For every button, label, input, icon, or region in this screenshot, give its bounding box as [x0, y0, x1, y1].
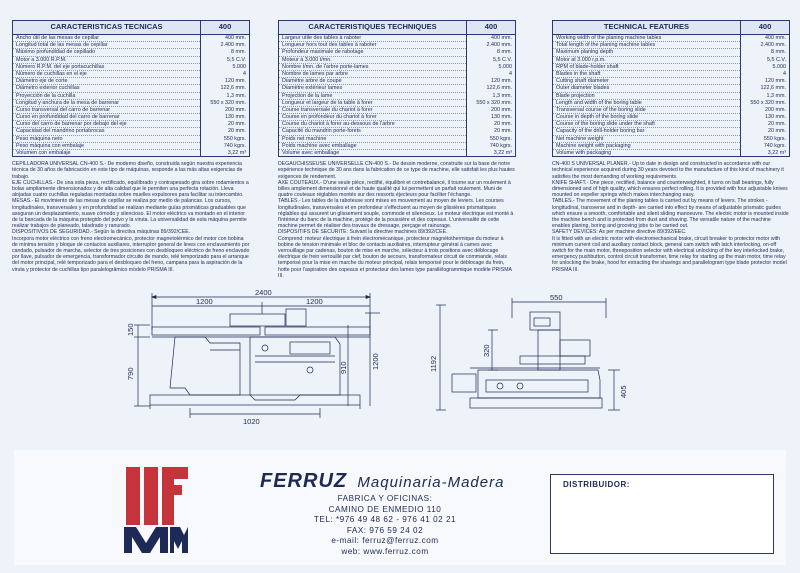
- description-paragraph: TABLES.- The movement of the planing tables is carried out by means of levers. The strokes -longitudinal, transverse and in depth- are carried into effect by means of adjustable prismatic guides which ensure a smooth, comfortable and silent sliding manoeuvre. The electric motor is mounted inside the machine bench and is protected from dust and shaving. The versatile nature of the machine enables planing, boring and grooving jobs to be carried out.: [552, 198, 789, 230]
- dim-side-height: 1192: [429, 355, 438, 372]
- dim-side-depth: 550: [550, 293, 563, 302]
- spec-label: Course in depth of the boring slide: [553, 114, 741, 121]
- brand-name: [260, 470, 504, 493]
- spec-row: [553, 135, 790, 142]
- spanish-spec-table: [12, 20, 250, 157]
- contact-email: e-mail: ferruz@ferruz.com: [331, 536, 439, 546]
- spec-label: Profondeur maximale de rabotage: [279, 49, 467, 56]
- spec-label: Cutting shaft diameter: [553, 78, 741, 85]
- spec-label: Course du chariot à forer au-dessous de l'arbre: [279, 121, 467, 128]
- description-paragraph: DISPOSITIVOS DE SEGURIDAD.- Según la directiva máquinas 89/392/CEE.: [12, 229, 191, 236]
- spec-value: 20 mm.: [467, 128, 516, 135]
- spec-label: Ancho útil de las mesas de cepillar: [13, 35, 201, 42]
- spec-value: 740 kgrs.: [741, 142, 790, 149]
- description-paragraph: SAFETY DEVICES: As per machine directive 89/392/EEC.: [552, 229, 687, 236]
- spec-row: [13, 99, 250, 106]
- dim-height-top: 790: [126, 367, 135, 380]
- spec-value: 550 kgrs.: [467, 135, 516, 142]
- spec-label: Motor at 3.000 r.p.m.: [553, 56, 741, 63]
- contact-fax: FAX: 976 59 24 02: [346, 525, 424, 535]
- spec-label: RPM of blade-holder shaft: [553, 63, 741, 70]
- spec-value: 120 mm.: [741, 78, 790, 85]
- spec-row: [553, 92, 790, 99]
- spec-row: [13, 35, 250, 42]
- spec-label: Volume with packaging: [553, 150, 741, 157]
- spec-value: 8 mm.: [467, 49, 516, 56]
- spec-label: Maximum planing depth: [553, 49, 741, 56]
- front-view-drawing: [134, 293, 380, 418]
- spec-row: [279, 70, 516, 77]
- spec-label: Diamètre extérieur lames: [279, 85, 467, 92]
- dim-base-width: 1020: [243, 417, 260, 426]
- spec-value: 20 mm.: [201, 128, 250, 135]
- spec-value: 130 mm.: [467, 114, 516, 121]
- spec-value: 200 mm.: [201, 106, 250, 113]
- dim-working-height: 910: [339, 361, 348, 374]
- spec-row: [279, 63, 516, 70]
- spec-row: [553, 106, 790, 113]
- description-paragraph: KNIFE SHAFT.- One piece, rectified, balance and counterweighted, it turns on ball bearings, fully dimensioned and of high quality, which ensures perfect rolling. It is provided with four adjustable knives mounted on expeller springs which makes interchanging easy.: [552, 179, 788, 199]
- spec-row: [279, 150, 516, 157]
- spec-label: Máximo profundidad de cepillado: [13, 49, 201, 56]
- english-spec-table: [552, 20, 790, 157]
- spec-value: 3,22 m³: [201, 150, 250, 157]
- description-paragraph: It is fitted with an electric motor with electromechanical brake, circuit breaker to protector motor with minimum current coil and auxiliary contact block, general cam switch with latch interlocking, on-off switch for the main motor, threeposition selector with electrical unlocking of the key interlocked brake, emergency pushbutton, control circuit transformer, time relay for starting up the main motor, time relay for unlocking the brake, hood for extracting the shavings and parallelogram type blade protector model PRISMA III.: [552, 235, 787, 273]
- contact-heading: FABRICA Y OFICINAS:: [337, 494, 433, 503]
- spec-row: [553, 114, 790, 121]
- spec-value: 20 mm.: [741, 121, 790, 128]
- spec-row: [279, 35, 516, 42]
- spec-row: [279, 56, 516, 63]
- spec-value: 550 x 320 mm.: [201, 99, 250, 106]
- dim-left-table: 1200: [196, 297, 213, 306]
- french-spec-table: [278, 20, 516, 157]
- spec-label: Peso máquina neto: [13, 135, 201, 142]
- spec-value: 20 mm.: [467, 121, 516, 128]
- spec-row: [553, 63, 790, 70]
- spec-row: [553, 142, 790, 149]
- spec-label: Nombre t/mn. de l'arbre porte-lames: [279, 63, 467, 70]
- spec-label: Blade projection: [553, 92, 741, 99]
- french-description: [278, 161, 516, 279]
- spec-row: [279, 92, 516, 99]
- description-paragraph: MESAS.- El movimiento de las mesas de cepillar se realiza por medio de palancas. Los cursos, longitudinales, transversales y en profundidad se realizan mediante guías prismáticas graduables que aseguran un desplazamiento, suave cómodo y silencioso. El motor eléctrico va montado en el interior de la bancada de la máquina protegido del polvo y la viruta. La universalidad de esta máquina permite realizar trabajos de planeado, taladrado y ranurado.: [12, 198, 247, 230]
- spec-label: Course en profondeur du chariot à forer: [279, 114, 467, 121]
- spec-row: [13, 128, 250, 135]
- side-view-drawing: [436, 298, 620, 410]
- description-paragraph: CN-400 S UNIVERSAL PLANER.- Up to date in design and constructed in accordance with our technical experience acquired during 30 years devoted to the manufacture of this kind of machinery it satisfies the most demanding of working requirements.: [552, 161, 784, 180]
- spec-label: Course of the boring slide under the shaft: [553, 121, 741, 128]
- description-paragraph: DISPOSITIFS DE SECURITE: Suivant la directive machines 89/392/CEE.: [278, 229, 448, 236]
- spec-value: 8 mm.: [741, 49, 790, 56]
- spec-label: Outer diameter blades: [553, 85, 741, 92]
- spec-row: [279, 114, 516, 121]
- spec-value: 400 mm.: [467, 35, 516, 42]
- spec-value: 130 mm.: [201, 114, 250, 121]
- spec-label: Blades in the shaft: [553, 70, 741, 77]
- spec-row: [553, 78, 790, 85]
- spec-row: [13, 114, 250, 121]
- spec-value: 200 mm.: [467, 106, 516, 113]
- spec-label: Peso máquina con embalaje: [13, 142, 201, 149]
- spec-value: 740 kgrs.: [201, 142, 250, 149]
- spec-row: [279, 99, 516, 106]
- spec-label: Poids machine avec emballage: [279, 142, 467, 149]
- spec-label: Capacidad del mandrino portabrocas: [13, 128, 201, 135]
- spec-label: Curso en profundidad del carro de barrenar: [13, 114, 201, 121]
- spec-value: 8 mm.: [201, 49, 250, 56]
- spec-label: Working width of the planing machine tables: [553, 35, 741, 42]
- dim-side-bottom: 405: [619, 385, 628, 398]
- dim-side-offset: 320: [482, 344, 491, 357]
- description-paragraph: Incorpora motor eléctrico con freno electromecánico, protector magnetotérmico del motor con bobina de mínima tensión y bloque de contactos auxiliares, interruptor general de leves con enclavamiento por candado, pulsador de marcha, selector de tres posiciones con desbloqueo eléctrico de freno enclavado por llave, pulsador de emergencia, transformador circuito de mando, relé temporizado para el arranque del motor principal, relé temporizado para el desbloqueo del freno, campana para la aspiración de la viruta y protector de cuchillas tipo paralelogrâmico modelo PRISMA III.: [12, 235, 250, 273]
- spanish-model: 400: [201, 21, 250, 35]
- spec-row: [279, 85, 516, 92]
- spec-value: 550 kgrs.: [201, 135, 250, 142]
- contact-address: CAMINO DE ENMEDIO 110: [328, 504, 442, 514]
- spec-row: [279, 42, 516, 49]
- spec-label: Longueur et largeur de la table à forer: [279, 99, 467, 106]
- spec-label: Transversal course of the boring slide: [553, 106, 741, 113]
- spec-value: 122,6 mm.: [201, 85, 250, 92]
- description-paragraph: AXE COUTEAUX.- D'une seule pièce, rectifié, équilibré et contrebalancé, il tourne sur un roulement à billes amplement dimensionné et de haute qualité qui lui permettent un parfait roulement. Muni de quatre couteaux réglables montés sur des ressorts éjecteurs pour faciliter l'échange.: [278, 179, 511, 199]
- spec-value: 400 mm.: [741, 35, 790, 42]
- spanish-table-title: CARACTERISTICAS TECNICAS: [13, 21, 201, 35]
- spec-label: Diámetro eje de corte: [13, 78, 201, 85]
- dim-table-height: 150: [126, 323, 135, 336]
- spec-row: [13, 121, 250, 128]
- spec-row: [13, 42, 250, 49]
- technical-drawings: [0, 285, 800, 450]
- spec-label: Nombre de lames par arbre: [279, 70, 467, 77]
- spec-row: [279, 128, 516, 135]
- french-table-title: CARACTERISTIQUES TECHNIQUES: [279, 21, 467, 35]
- spec-label: Volumen con embalaje: [13, 150, 201, 157]
- spec-value: 3,22 m³: [741, 150, 790, 157]
- ferruz-logo: [122, 463, 190, 555]
- spec-row: [13, 56, 250, 63]
- spanish-description: [12, 161, 250, 273]
- spec-value: 2.400 mm.: [741, 42, 790, 49]
- english-description: [552, 161, 790, 273]
- spec-row: [553, 128, 790, 135]
- spec-row: [279, 49, 516, 56]
- spec-label: Capacity of the drill-holder boring bar: [553, 128, 741, 135]
- english-column: [552, 20, 790, 273]
- contact-web: web: www.ferruz.com: [341, 546, 429, 556]
- spec-value: 200 mm.: [741, 106, 790, 113]
- spec-row: [553, 99, 790, 106]
- spec-label: Curso del carro de barrenar por debajo del eje: [13, 121, 201, 128]
- contact-phone: TEL: *976 49 48 62 - 976 41 02 21: [313, 515, 457, 525]
- spec-row: [553, 121, 790, 128]
- spec-value: 3,22 m³: [467, 150, 516, 157]
- spec-value: 120 mm.: [201, 78, 250, 85]
- spec-value: 5.000: [467, 63, 516, 70]
- description-paragraph: EJE CUCHILLAS.- De una sola pieza, rectificado, equilibrado y contrapesado gira sobre rodamientos a bolas ampliamente dimensionados y de alta calidad que le permiten una perfecta rotación. Lleva alojadas cuatro cuchillas reguladas montadas sobre muelles expulsores para facilitar su intercambio.: [12, 179, 249, 199]
- spec-label: Machine weight with packaging: [553, 142, 741, 149]
- spec-value: 122,6 mm.: [741, 85, 790, 92]
- spec-label: Largeur utile des tables à raboter: [279, 35, 467, 42]
- dim-total-height: 1200: [371, 353, 380, 370]
- spec-row: [279, 106, 516, 113]
- spec-label: Course transversale du chariot à forer: [279, 106, 467, 113]
- spec-value: 1,3 mm.: [741, 92, 790, 99]
- spec-label: Volume avec emballage: [279, 150, 467, 157]
- spec-label: Motor a 3.000 R.P.M.: [13, 56, 201, 63]
- spec-row: [553, 70, 790, 77]
- spec-value: 20 mm.: [741, 128, 790, 135]
- spec-row: [13, 142, 250, 149]
- spec-row: [553, 85, 790, 92]
- spec-value: 5,5 C.V.: [467, 56, 516, 63]
- spec-value: 4: [467, 70, 516, 77]
- spec-value: 20 mm.: [201, 121, 250, 128]
- spec-row: [13, 150, 250, 157]
- spec-row: [13, 63, 250, 70]
- spec-row: [553, 150, 790, 157]
- spec-row: [553, 42, 790, 49]
- spec-row: [13, 92, 250, 99]
- spec-label: Longitud total de las mesas de cepillar: [13, 42, 201, 49]
- spec-value: 1,3 mm.: [201, 92, 250, 99]
- spec-value: 550 kgrs.: [741, 135, 790, 142]
- spec-value: 5,5 C.V.: [741, 56, 790, 63]
- spec-row: [13, 135, 250, 142]
- spanish-column: [12, 20, 250, 273]
- spec-value: 4: [201, 70, 250, 77]
- dim-right-table: 1200: [306, 297, 323, 306]
- dim-total-length: 2400: [255, 288, 272, 297]
- french-column: [278, 20, 516, 279]
- spec-value: 130 mm.: [741, 114, 790, 121]
- spec-row: [553, 56, 790, 63]
- distributor-label: DISTRIBUIDOR:: [563, 480, 630, 489]
- spec-label: Diámetro exterior cuchillas: [13, 85, 201, 92]
- brand-subtitle: Maquinaria-Madera: [357, 474, 505, 491]
- description-paragraph: DEGAUCHISSEUSE UNIVERSELLE CN-400 S.- De dessin moderne, construite sur la base de notre expérience technique de 30 ans dans la fabrication de ce type de machine, elle satisfait les plus hautes exigences de rendement.: [278, 161, 515, 180]
- spec-label: Length and width of the boring table: [553, 99, 741, 106]
- spec-value: 4: [741, 70, 790, 77]
- spec-value: 5.000: [741, 63, 790, 70]
- spec-label: Net machine weight: [553, 135, 741, 142]
- spec-label: Diamètre arbre de coupe: [279, 78, 467, 85]
- spec-value: 5,5 C.V.: [201, 56, 250, 63]
- spec-label: Curso transversal del carro de barrenar: [13, 106, 201, 113]
- spec-row: [279, 121, 516, 128]
- description-paragraph: Comprend: moteur électrique à frein électromécanique, protecteur magnétothermique du moteur à bobine de tension minimale et bloc de contacts auxiliaires, interrupteur général à cames avec verrouillage par cadenas, bouton de mise en marche, sélecteur à trois positions avec déblocage électrique de frein verrouillé par clef, bouton de secours, transformateur circuit de commande, relais temporisé pour la mise en marche du moteur principal, relais temporisé pour le déblocage du frein, hotte pour l'aspiration des copeaux et protecteur des lames type parallélogrammique modèle PRISMA III.: [278, 235, 512, 279]
- spec-row: [279, 78, 516, 85]
- spec-row: [13, 49, 250, 56]
- spec-label: Número de cuchillas en el eje: [13, 70, 201, 77]
- spec-value: 550 x 320 mm.: [741, 99, 790, 106]
- spec-row: [279, 142, 516, 149]
- spec-row: [279, 135, 516, 142]
- english-model: 400: [741, 21, 790, 35]
- spec-label: Longueur hors tout des tables à raboter: [279, 42, 467, 49]
- spec-label: Projection de la lame: [279, 92, 467, 99]
- side-view-dimensions: [429, 293, 628, 398]
- spec-value: 5.000: [201, 63, 250, 70]
- description-paragraph: TABLES.- Les tables de la raboteuse sont mises en mouvement au moyen de leviers. Les courses longitudinales, transversales et en profondeur s'effectuent au moyen de glissières prismatiques réglables qui assurent un glissement souple, commode et silencieux. Le moteur électrique est monté à l'intérieur du banc de la machine, protégé de la poussière et des copeaux. L'universalité de cette machine permet de réaliser des travaux de dressage, perçage et rainurage.: [278, 198, 514, 230]
- spec-label: Poids net machine: [279, 135, 467, 142]
- spec-label: Proyección de la cuchilla: [13, 92, 201, 99]
- spec-value: 122,6 mm.: [467, 85, 516, 92]
- distributor-box: [550, 474, 774, 554]
- spec-row: [553, 35, 790, 42]
- spec-label: Número R.P.M. del eje portacuchillas: [13, 63, 201, 70]
- contact-block: [300, 494, 470, 558]
- spec-value: 2.400 mm.: [201, 42, 250, 49]
- spec-value: 2.400 mm.: [467, 42, 516, 49]
- spec-value: 1,3 mm.: [467, 92, 516, 99]
- spec-value: 740 kgrs.: [467, 142, 516, 149]
- description-paragraph: CEPILLADORA UNIVERSAL CN-400 S.- De moderno diseño, construida según nuestra experiencia técnica de 30 años de fabricación en este tipo de máquinas, responde a las más altas exigencias de trabajo.: [12, 161, 243, 180]
- spec-value: 120 mm.: [467, 78, 516, 85]
- spec-row: [13, 78, 250, 85]
- brand-title: FERRUZ: [260, 470, 348, 492]
- spec-row: [13, 85, 250, 92]
- spec-label: Moteur à 3.000 t/mn.: [279, 56, 467, 63]
- spec-row: [553, 49, 790, 56]
- spec-label: Longitud y anchura de la mesa de barrenar: [13, 99, 201, 106]
- spec-row: [13, 70, 250, 77]
- spec-row: [13, 106, 250, 113]
- english-table-title: TECHNICAL FEATURES: [553, 21, 741, 35]
- spec-label: Capacité du mandrin porte-forets: [279, 128, 467, 135]
- spec-value: 400 mm.: [201, 35, 250, 42]
- french-model: 400: [467, 21, 516, 35]
- spec-label: Total length of the planing machine tables: [553, 42, 741, 49]
- spec-value: 550 x 320 mm.: [467, 99, 516, 106]
